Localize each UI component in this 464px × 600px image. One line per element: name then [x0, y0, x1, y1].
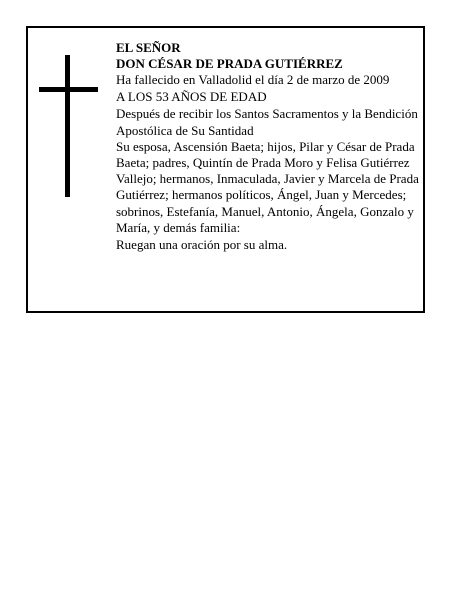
- family-text: Su esposa, Ascensión Baeta; hijos, Pilar y César de Prada Baeta; padres, Quintín de Prada Moro y Felisa Gutiérrez Vallejo; hermanos, Inmaculada, Javier y Marcela de Prada Gutiérrez; hermanos políticos, Ángel, Juan y Mercedes; sobrinos, Estefanía, Manuel, Antonio, Ángela, Gonzalo y María, y demás familia:: [116, 138, 419, 235]
- prayer-text: Ruegan una oración por su alma.: [116, 237, 288, 253]
- death-info: Ha fallecido en Valladolid el día 2 de marzo de 2009: [116, 72, 390, 88]
- cross-vertical-bar: [65, 55, 70, 197]
- cross-icon: [39, 55, 98, 197]
- notice-text: [116, 40, 424, 254]
- title-line-1: EL SEÑOR: [116, 40, 181, 55]
- sacraments-text: Después de recibir los Santos Sacramentos y la Bendición Apostólica de Su Santidad: [116, 106, 418, 138]
- age-line: A LOS 53 AÑOS DE EDAD: [116, 88, 267, 104]
- obituary-notice: [26, 26, 425, 313]
- deceased-name: DON CÉSAR DE PRADA GUTIÉRREZ: [116, 56, 343, 72]
- cross-horizontal-bar: [39, 87, 98, 92]
